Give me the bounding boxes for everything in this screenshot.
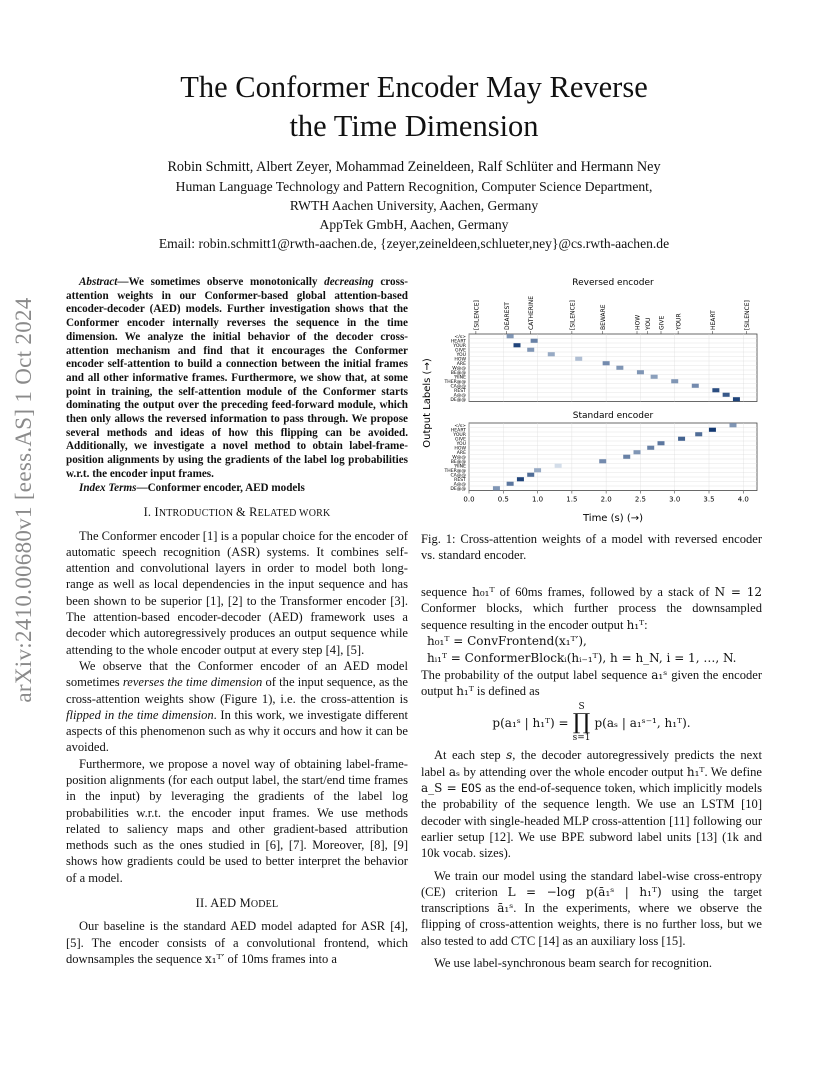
paragraph-intro-2 <box>66 658 408 756</box>
row-label: ARE <box>456 450 466 456</box>
r2-math-1: a₁ˢ <box>651 667 668 682</box>
word-label: HEART <box>709 310 717 330</box>
x-tick-label: 1.0 <box>532 495 544 504</box>
row-label: GIVE <box>455 437 466 443</box>
word-label: YOU <box>644 317 652 330</box>
r1-math-1: h₀₁ᵀ <box>472 585 495 599</box>
affiliation-3: AppTek GmbH, Aachen, Germany <box>319 217 509 232</box>
r1-d: : <box>644 617 648 632</box>
p4-a: Our baseline is the standard AED model adapted for ASR [4], [5]. The encoder consists of a convolutional frontend, which downsamples the sequence <box>66 919 408 966</box>
r3-c: by attending over the whole encoder output <box>460 764 687 779</box>
sec1-t5: ELATED WORK <box>257 508 331 520</box>
row-label: REST <box>454 477 466 483</box>
r4-a: We train our model using the standard label-wise cross-entropy (CE) criterion <box>421 868 762 899</box>
x-axis-label: Time (s) (→) <box>582 513 644 524</box>
heat-cell <box>527 348 534 352</box>
heat-cell <box>637 370 644 374</box>
figure-1-heatmap <box>412 268 772 528</box>
row-label: W@@ <box>452 366 466 372</box>
row-label: W@@ <box>452 455 466 461</box>
row-label: DE@@ <box>450 397 466 403</box>
abstract <box>66 276 408 482</box>
row-label: BE@@ <box>450 459 466 465</box>
heat-cell <box>599 459 606 463</box>
paragraph-aed-1 <box>66 918 408 967</box>
row-label: HOW <box>454 446 466 452</box>
heat-cell <box>548 352 555 356</box>
row-label: HEART <box>450 339 466 345</box>
word-label: DEAREST <box>504 302 512 330</box>
heat-cell <box>695 432 702 436</box>
r1-math-3: h₁ᵀ <box>626 617 645 632</box>
r3-aS: a_S = <box>421 781 461 796</box>
paragraph-intro-3: Furthermore, we propose a novel way of obtaining label-frame-position alignments (for each output label, the start/end time frames in the input) by leveraging the gradients of the label log probabilities w.r.t. the encoder input frames. We use methods related to saliency maps and other gradient-based attribution methods such as the ones studied in [6], [7]. Moreover, [8], [9] shows how gradients could be used to better interpret the behavior of a model. <box>66 756 408 885</box>
r4-c: . In the experiments, where we observe the flipping of cross-attention weights, there is no further loss, but we also tested to add CTC [14] as an auxiliary loss [15]. <box>421 901 762 948</box>
r2-math-2: h₁ᵀ <box>456 684 474 699</box>
heat-cell <box>555 464 562 468</box>
row-label: 'RINE <box>453 375 466 381</box>
heat-cell <box>517 477 524 481</box>
paragraph-r2 <box>421 667 762 700</box>
r3-s: s <box>506 748 513 763</box>
r3-eos: EOS <box>460 781 482 796</box>
section-2-heading <box>66 895 408 913</box>
r3-b: , the decoder autoregressively predicts the next label <box>421 748 762 779</box>
row-label: CA@@ <box>450 384 466 390</box>
x-tick-label: 0.5 <box>497 495 509 504</box>
x-tick-label: 0.0 <box>463 495 475 504</box>
arxiv-watermark: arXiv:2410.00680v1 [eess.AS] 1 Oct 2024 <box>11 297 36 703</box>
y-axis-label: Output Labels (→) <box>422 358 433 448</box>
heat-cell <box>647 446 654 450</box>
r3-a: At each step <box>434 748 507 763</box>
eq3-rhs: p(aₛ | a₁ˢ⁻¹, h₁ᵀ). <box>594 716 691 731</box>
row-label: A@@ <box>453 482 466 488</box>
x-tick-label: 4.0 <box>737 495 749 504</box>
paragraph-intro-1: The Conformer encoder [1] is a popular choice for the encoder of automatic speech recognition (ASR) systems. It combines self-attention and convolutional layers in order to model both long-range as well as local dependencies in the input sequence and has been shown to be superior [1], [2] to the Transformer encoder [3]. The attention-based encoder-decoder (AED) framework uses a decoder which autoregressively produces an output sequence while attending to the whole encoder output at every step [4], [5]. <box>66 528 408 657</box>
r3-h: h₁ᵀ <box>686 764 705 779</box>
eq3-lower: s=1 <box>572 733 591 744</box>
index-terms-text: —Conformer encoder, AED models <box>136 481 305 494</box>
r4-math-2: ā₁ˢ <box>497 901 514 916</box>
sec1-t1: I <box>154 505 159 520</box>
eq3-prod-symbol: ∏ <box>572 710 591 736</box>
heat-cell <box>507 334 514 338</box>
sec2-t1: AED M <box>210 896 251 911</box>
p2-a: We observe that the Conformer encoder of an AED model sometimes <box>66 658 408 690</box>
index-terms <box>66 482 408 496</box>
row-label: YOUR <box>453 432 466 438</box>
title-line-2: the Time Dimension <box>289 109 539 143</box>
p4-b: of 10ms frames into a <box>224 951 337 966</box>
p4-math: x₁ᵀ′ <box>205 951 225 966</box>
heat-cell <box>730 423 737 427</box>
row-label: THER@@ <box>444 468 466 474</box>
abstract-label: Abstract <box>79 276 118 288</box>
panel-title: Reversed encoder <box>572 278 654 288</box>
word-label: HOW <box>634 314 642 330</box>
heat-cell <box>507 482 514 486</box>
word-label: [SILENCE] <box>473 300 481 330</box>
x-tick-label: 2.0 <box>600 495 612 504</box>
row-label: YOU <box>456 352 466 358</box>
affiliation-2: RWTH Aachen University, Aachen, Germany <box>289 198 539 213</box>
heat-cell <box>634 450 641 454</box>
eq3-lhs: p(a₁ˢ | h₁ᵀ) = <box>492 716 569 731</box>
row-label: </s> <box>454 423 466 429</box>
heat-cell <box>527 473 534 477</box>
x-tick-label: 3.0 <box>669 495 681 504</box>
r1-a: sequence <box>421 585 473 599</box>
equation-2: hᵢ₁ᵀ = ConformerBlockᵢ(hᵢ₋₁ᵀ), h = h_N, i = 1, …, N. <box>427 650 737 665</box>
author-names: Robin Schmitt, Albert Zeyer, Mohammad Zeineldeen, Ralf Schlüter and Hermann Ney <box>167 159 661 175</box>
p2-c: . In this work, we investigate different aspects of this phenomenon such as why it occurs and how it can be avoided. <box>66 707 408 755</box>
sec1-t3: & <box>235 505 250 520</box>
heat-cell <box>712 388 719 392</box>
row-label: DE@@ <box>450 486 466 492</box>
sec2-num: II. <box>195 896 211 911</box>
panel-frame <box>469 423 757 491</box>
x-tick-label: 2.5 <box>634 495 646 504</box>
paragraph-r5: We use label-synchronous beam search for recognition. <box>434 956 713 971</box>
r2-a: The probability of the output label sequence <box>421 667 652 682</box>
heat-cell <box>671 379 678 383</box>
index-terms-label: Index Terms <box>79 481 137 494</box>
r3-e: as the end-of-sequence token, which implicitly models the probability of the sequence length. We use an LSTM [10] decoder with single-headed MLP cross-attention [11] following our earlier setup [12]. We use BPE subword label units [13] (1k and 10k vocab. sizes). <box>421 781 762 861</box>
left-column <box>66 276 408 967</box>
equation-1: h₀₁ᵀ = ConvFrontend(x₁ᵀ′), <box>427 633 587 648</box>
heat-cell <box>616 366 623 370</box>
row-label: HOW <box>454 357 466 363</box>
heat-cell <box>733 397 740 401</box>
panel-title: Standard encoder <box>572 411 654 421</box>
heat-cell <box>603 361 610 365</box>
p2-emphasis-1: reverses the time dimension <box>122 675 263 690</box>
paper-title <box>100 68 728 146</box>
row-label: ARE <box>456 361 466 367</box>
row-label: THER@@ <box>444 379 466 385</box>
title-line-1: The Conformer Encoder May Reverse <box>180 70 648 104</box>
abstract-emphasis: decreasing <box>324 276 374 288</box>
paragraph-r1 <box>421 584 762 633</box>
row-label: BE@@ <box>450 370 466 376</box>
affiliation-1: Human Language Technology and Pattern Recognition, Computer Science Department, <box>175 179 653 194</box>
paragraph-r4 <box>421 868 762 949</box>
word-label: GIVE <box>658 315 666 330</box>
abstract-text-1: —We sometimes observe monotonically <box>117 276 325 288</box>
email-line: Email: robin.schmitt1@rwth-aachen.de, {zeyer,zeineldeen,schlueter,ney}@cs.rwth-aachen.de <box>158 236 670 251</box>
figure-1-caption: Fig. 1: Cross-attention weights of a model with reversed encoder vs. standard encoder. <box>421 532 762 563</box>
heat-cell <box>651 375 658 379</box>
word-label: YOUR <box>675 313 683 330</box>
heat-cell <box>514 343 521 347</box>
row-label: GIVE <box>455 348 466 354</box>
row-label: YOUR <box>453 343 466 349</box>
row-label: YOU <box>456 441 466 447</box>
word-label: [SILENCE] <box>569 300 577 330</box>
section-1-heading <box>66 504 408 522</box>
word-label: BEWARE <box>600 304 608 330</box>
x-tick-label: 3.5 <box>703 495 715 504</box>
eq3-upper: S <box>578 702 585 713</box>
paragraph-r3 <box>421 747 762 861</box>
r3-as: aₛ <box>448 764 461 779</box>
r2-c: is defined as <box>473 684 540 699</box>
author-block <box>80 158 748 253</box>
row-label: HEART <box>450 428 466 434</box>
word-label: CATHERINE <box>528 295 536 330</box>
heat-cell <box>623 455 630 459</box>
heat-cell <box>658 441 665 445</box>
row-label: 'RINE <box>453 464 466 470</box>
sec1-num: I. <box>143 505 155 520</box>
sec1-t4: R <box>249 505 258 520</box>
row-label: CA@@ <box>450 473 466 479</box>
p2-b: of the input sequence, as the cross-attention weights show (Figure 1), i.e. the cross-attention is <box>66 675 408 706</box>
heat-cell <box>531 339 538 343</box>
sec1-t2: NTRODUCTION <box>158 508 236 520</box>
x-tick-label: 1.5 <box>566 495 578 504</box>
sec2-t2: ODEL <box>250 899 279 911</box>
equation-3 <box>421 699 762 747</box>
r4-b: using the target transcriptions <box>421 884 762 916</box>
abstract-text-2: cross-attention weights in our Conformer-based global attention-based encoder-decoder (AED) models. Further investigation shows that the Conformer encoder internally reverses the sequence in the time dimension. We analyze the initial behavior of the decoder cross-attention mechanism and find that it encourages the Conformer encoder self-attention to build a connection between the initial frames and all other informative frames. Furthermore, we show that, at some point in training, the self-attention module of the Conformer starts dominating the output over the preceding feed-forward module, which then only allows the reversed information to pass through. We propose several methods and ideas of how this flipping can be avoided. Additionally, we investigate a novel method to obtain label-frame-position alignments by using the gradients of the label log probabilities w.r.t. the encoder input frames. <box>66 276 408 480</box>
right-column <box>421 584 762 971</box>
word-label: [SILENCE] <box>744 300 752 330</box>
r1-math-2: N = 12 <box>714 585 763 599</box>
row-label: REST <box>454 388 466 394</box>
heat-cell <box>709 428 716 432</box>
r4-math-1: L = −log p(ā₁ˢ | h₁ᵀ) <box>507 884 662 899</box>
eq3-product <box>573 703 591 743</box>
p2-emphasis-2: flipped in the time dimension <box>66 707 214 722</box>
heat-cell <box>493 486 500 490</box>
heat-cell <box>575 357 582 361</box>
r2-b: given the encoder output <box>421 667 762 699</box>
heat-cell <box>678 437 685 441</box>
row-label: </s> <box>454 334 466 340</box>
heat-cell <box>723 393 730 397</box>
row-label: A@@ <box>453 393 466 399</box>
heat-cell <box>692 384 699 388</box>
r1-b: of 60ms frames, followed by a stack of <box>494 585 715 599</box>
heat-cell <box>534 468 541 472</box>
r1-c: Conformer blocks, which further process the downsampled sequence resulting in the encoder output <box>421 601 762 632</box>
r3-d: . We define <box>704 764 762 779</box>
